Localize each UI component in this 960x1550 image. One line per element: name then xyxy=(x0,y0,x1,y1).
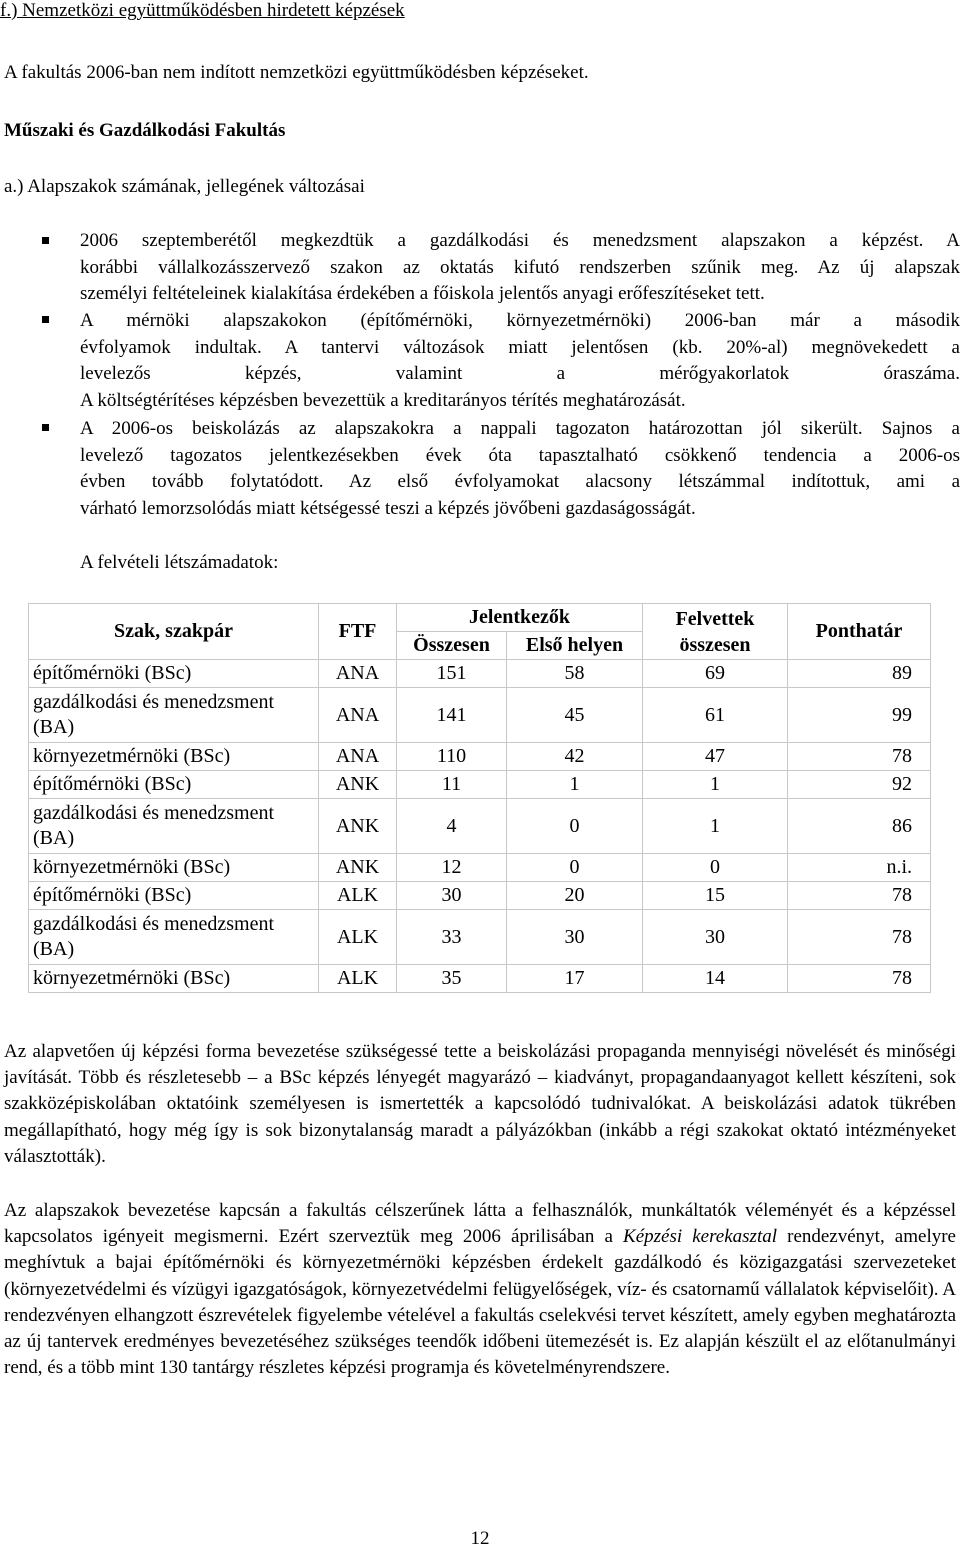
cell-szak: építőmérnöki (BSc) xyxy=(29,882,319,910)
table-row xyxy=(29,854,931,882)
cell-elso-helyen: 58 xyxy=(507,660,643,688)
cell-elso-helyen: 17 xyxy=(507,965,643,993)
cell-ponthatar: 92 xyxy=(788,771,931,799)
cell-ftf: ANA xyxy=(319,688,397,743)
paragraph-propaganda: Az alapvetően új képzési forma bevezetése szükségessé tette a beiskolázási propaganda mennyiségi növelését és minőségi javítását. Több és részletesebb – a BSc képzés lényegét magyarázó – kiadványt, propagandaanyagot kellett készíteni, sok szakközépiskolában oktatóink személyesen is ismertették a kapcsolódó tudnivalókat. A beiskolázási adatok tükrében megállapítható, hogy még így is sok bizonytalanság maradt a pályázókban (inkább a régi szakokat oktató intézményeket választották). xyxy=(4,1041,956,1167)
bullet-line: levelező tagozatos jelentkezésekben évek óta tapasztalható csökkenő tendencia a 2006-os xyxy=(80,444,960,466)
intro-sentence: A fakultás 2006-ban nem indított nemzetközi együttműködésben képzéseket. xyxy=(4,62,589,83)
table-row xyxy=(29,882,931,910)
cell-felvettek: 30 xyxy=(643,910,788,965)
cell-felvettek: 69 xyxy=(643,660,788,688)
paragraph-text: Az alapszakok bevezetése kapcsán a fakultás célszerűnek látta a felhasználók, munkáltatók véleményét és a képzéssel kapcsolatos igényeit megismerni. Ezért szerveztük meg 2006 áprilisában a xyxy=(4,1200,956,1248)
cell-elso-helyen: 0 xyxy=(507,799,643,854)
bullet-line: A költségtérítéses képzésben bevezettük a kreditarányos térítés meghatározását. xyxy=(80,389,686,411)
bullet-line: 2006 szeptemberétől megkezdtük a gazdálkodási és menedzsment alapszakon a képzést. A xyxy=(80,230,960,251)
cell-elso-helyen: 42 xyxy=(507,743,643,771)
cell-osszesen: 30 xyxy=(397,882,507,910)
cell-szak: gazdálkodási és menedzsment (BA) xyxy=(29,688,319,743)
cell-felvettek: 1 xyxy=(643,799,788,854)
bullet-line: várható lemorzsolódás miatt kétségessé teszi a képzés jövőbeni gazdaságosságát. xyxy=(80,497,696,519)
subsection-heading: a.) Alapszakok számának, jellegének változásai xyxy=(4,176,365,197)
cell-ponthatar: 78 xyxy=(788,882,931,910)
bullet-text xyxy=(80,228,960,308)
table-row xyxy=(29,799,931,854)
cell-felvettek: 1 xyxy=(643,771,788,799)
cell-ponthatar: 86 xyxy=(788,799,931,854)
cell-osszesen: 4 xyxy=(397,799,507,854)
bullet-line: A mérnöki alapszakokon (építőmérnöki, környezetmérnöki) 2006-ban már a második xyxy=(80,310,960,331)
admission-table xyxy=(28,603,931,993)
square-bullet-icon xyxy=(42,316,49,323)
page-number: 12 xyxy=(470,1528,490,1549)
cell-felvettek: 47 xyxy=(643,743,788,771)
cell-ponthatar: 89 xyxy=(788,660,931,688)
cell-szak: építőmérnöki (BSc) xyxy=(29,771,319,799)
faculty-heading: Műszaki és Gazdálkodási Fakultás xyxy=(4,120,286,141)
table-row xyxy=(29,743,931,771)
table-caption: A felvételi létszámadatok: xyxy=(80,552,279,573)
cell-ponthatar: 78 xyxy=(788,910,931,965)
cell-osszesen: 35 xyxy=(397,965,507,993)
cell-ftf: ANK xyxy=(319,854,397,882)
cell-elso-helyen: 0 xyxy=(507,854,643,882)
cell-elso-helyen: 45 xyxy=(507,688,643,743)
bullet-line: levelezős képzés, valamint a mérőgyakorlatok óraszáma. xyxy=(80,363,960,385)
bullet-line: A 2006-os beiskolázás az alapszakokra a nappali tagozaton határozottan jól sikerült. Sajnos a xyxy=(80,418,960,439)
table-row xyxy=(29,660,931,688)
table-row xyxy=(29,965,931,993)
square-bullet-icon xyxy=(42,237,49,244)
square-bullet-icon xyxy=(42,424,49,431)
cell-ponthatar: 78 xyxy=(788,743,931,771)
bullet-line: személyi feltételeinek kialakítása érdekében a főiskola jelentős anyagi erőfeszítéseket tett. xyxy=(80,283,765,305)
col-header-elso-helyen: Első helyen xyxy=(507,632,643,660)
cell-ftf: ALK xyxy=(319,965,397,993)
table-row xyxy=(29,771,931,799)
cell-osszesen: 12 xyxy=(397,854,507,882)
col-header-osszesen: Összesen xyxy=(397,632,507,660)
cell-felvettek: 15 xyxy=(643,882,788,910)
bullet-line: évfolyamok indultak. A tantervi változások miatt jelentősen (kb. 20%-al) megnövekedett a xyxy=(80,336,960,358)
table-row xyxy=(29,688,931,743)
cell-elso-helyen: 1 xyxy=(507,771,643,799)
table-row xyxy=(29,910,931,965)
event-name: Képzési kerekasztal xyxy=(623,1226,778,1248)
cell-ftf: ANA xyxy=(319,743,397,771)
bullet-line: korábbi vállalkozásszervező szakon az oktatás kifutó rendszerben szűnik meg. Az új alapszak xyxy=(80,256,960,278)
bullet-text xyxy=(80,416,960,522)
cell-szak: környezetmérnöki (BSc) xyxy=(29,965,319,993)
cell-ftf: ANK xyxy=(319,771,397,799)
cell-ponthatar: 78 xyxy=(788,965,931,993)
cell-szak: gazdálkodási és menedzsment (BA) xyxy=(29,910,319,965)
cell-elso-helyen: 30 xyxy=(507,910,643,965)
paragraph-text: rendezvényt, amelyre meghívtuk a bajai építőmérnöki és környezetmérnöki képzésben érdekelt gazdálkodó és közigazgatási szervezeteket (környezetvédelmi és vízügyi igazgatóságok, környezetvédelmi felügyelőségek, víz- és csatornamű vállalatok képviselőit). A rendezvényen elhangzott észrevételek figyelembe vételével a fakultás cselekvési tervet készített, amely egyben meghatározta az új tantervek eredményes bevezetéséhez szükséges teendők időbeni ütemezését is. Ez alapján készült el az előtanulmányi rend, és a több mint 130 tantárgy részletes képzési programja és követelményrendszere. xyxy=(4,1226,956,1379)
cell-osszesen: 141 xyxy=(397,688,507,743)
col-header-ponthatar: Ponthatár xyxy=(788,604,931,660)
cell-szak: környezetmérnöki (BSc) xyxy=(29,743,319,771)
cell-felvettek: 61 xyxy=(643,688,788,743)
cell-osszesen: 33 xyxy=(397,910,507,965)
cell-ponthatar: n.i. xyxy=(788,854,931,882)
bullet-text xyxy=(80,308,960,414)
cell-ftf: ANK xyxy=(319,799,397,854)
cell-felvettek: 14 xyxy=(643,965,788,993)
col-header-ftf: FTF xyxy=(319,604,397,660)
cell-szak: gazdálkodási és menedzsment (BA) xyxy=(29,799,319,854)
cell-szak: környezetmérnöki (BSc) xyxy=(29,854,319,882)
cell-ftf: ALK xyxy=(319,882,397,910)
col-header-felvettek: Felvettek összesen xyxy=(643,604,788,660)
cell-osszesen: 11 xyxy=(397,771,507,799)
col-header-jelentkezok: Jelentkezők xyxy=(397,604,643,632)
cell-ftf: ANA xyxy=(319,660,397,688)
col-header-szak: Szak, szakpár xyxy=(29,604,319,660)
cell-osszesen: 151 xyxy=(397,660,507,688)
cell-szak: építőmérnöki (BSc) xyxy=(29,660,319,688)
cell-felvettek: 0 xyxy=(643,854,788,882)
cell-ftf: ALK xyxy=(319,910,397,965)
cell-osszesen: 110 xyxy=(397,743,507,771)
cell-ponthatar: 99 xyxy=(788,688,931,743)
cell-elso-helyen: 20 xyxy=(507,882,643,910)
section-heading: f.) Nemzetközi együttműködésben hirdetett képzések xyxy=(0,0,405,21)
table-header-row xyxy=(29,604,931,632)
bullet-line: évben tovább folytatódott. Az első évfolyamokat alacsony létszámmal indítottuk, ami a xyxy=(80,471,960,493)
paragraph-kerekasztal xyxy=(4,1198,956,1381)
